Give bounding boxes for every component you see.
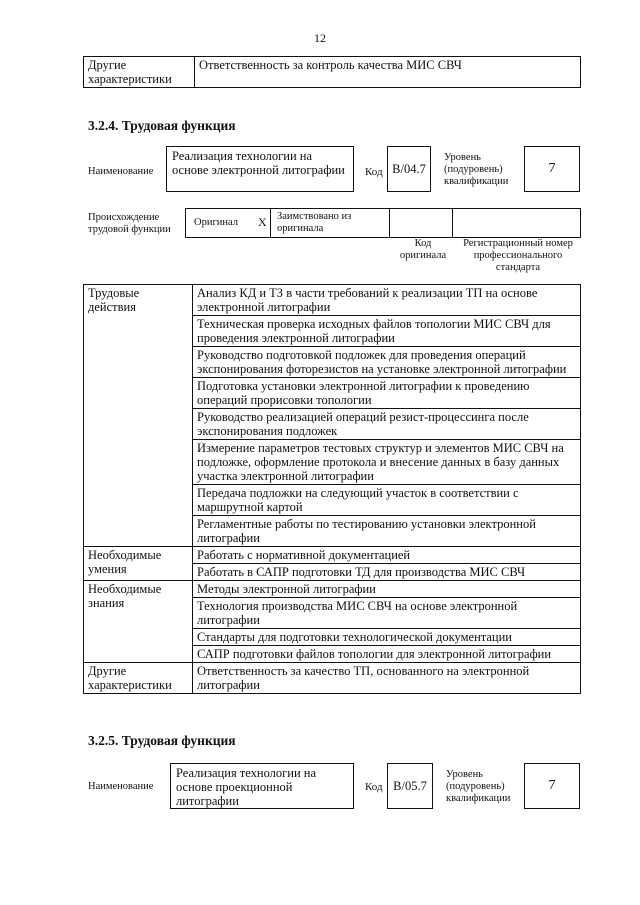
group-item: Методы электронной литографии bbox=[193, 581, 581, 598]
level-value-a: 7 bbox=[524, 146, 580, 192]
code-original-cell bbox=[389, 208, 453, 238]
level-value-b: 7 bbox=[524, 763, 580, 809]
table-row bbox=[84, 581, 581, 598]
reg-number-cell bbox=[452, 208, 581, 238]
group-item: Работать в САПР подготовки ТД для производства МИС СВЧ bbox=[193, 564, 581, 581]
top-row-label: Другие характеристики bbox=[84, 57, 195, 88]
code-value-a: В/04.7 bbox=[387, 146, 431, 192]
name-label-a: Наименование bbox=[88, 166, 154, 177]
labor-actions-table bbox=[83, 284, 581, 694]
group-label: Необходимые знания bbox=[84, 581, 193, 663]
table-row bbox=[84, 663, 581, 694]
group-label: Необходимые умения bbox=[84, 547, 193, 581]
group-item: Передача подложки на следующий участок в соответствии с маршрутной картой bbox=[193, 485, 581, 516]
page-number: 12 bbox=[314, 31, 326, 45]
group-label: Трудовые действия bbox=[84, 285, 193, 547]
code-label-b: Код bbox=[365, 781, 383, 793]
level-label-b: Уровень (подуровень) квалификации bbox=[446, 769, 511, 804]
original-mark: X bbox=[258, 215, 267, 229]
group-item: Технология производства МИС СВЧ на основе электронной литографии bbox=[193, 598, 581, 629]
origin-label: Происхождение трудовой функции bbox=[88, 212, 171, 235]
group-item: Стандарты для подготовки технологической документации bbox=[193, 629, 581, 646]
code-value-b: В/05.7 bbox=[387, 763, 433, 809]
section-heading-324: 3.2.4. Трудовая функция bbox=[88, 118, 236, 133]
group-item: Руководство реализацией операций резист-процессинга после экспонирования подложек bbox=[193, 409, 581, 440]
group-item: Техническая проверка исходных файлов топологии МИС СВЧ для проведения электронной литографии bbox=[193, 316, 581, 347]
group-label: Другие характеристики bbox=[84, 663, 193, 694]
group-item: Руководство подготовкой подложек для проведения операций экспонирования фоторезистов на установке электронной литографии bbox=[193, 347, 581, 378]
top-row-value: Ответственность за контроль качества МИС СВЧ bbox=[195, 57, 581, 88]
level-label-a: Уровень (подуровень) квалификации bbox=[444, 152, 509, 187]
group-item: Подготовка установки электронной литографии к проведению операций прорисовки топологии bbox=[193, 378, 581, 409]
name-value-b: Реализация технологии на основе проекционной литографии bbox=[170, 763, 354, 809]
table-row bbox=[84, 547, 581, 564]
reg-number-label: Регистрационный номер профессионального стандарта bbox=[463, 238, 573, 273]
borrowed-cell bbox=[270, 208, 390, 238]
borrowed-label: Заимствовано из оригинала bbox=[277, 211, 352, 234]
group-item: Измерение параметров тестовых структур и элементов МИС СВЧ на подложке, оформление протокола и внесение данных в базу данных участка электронной литографии bbox=[193, 440, 581, 485]
table-row bbox=[84, 285, 581, 316]
group-item: Анализ КД и ТЗ в части требований к реализации ТП на основе электронной литографии bbox=[193, 285, 581, 316]
group-item: САПР подготовки файлов топологии для электронной литографии bbox=[193, 646, 581, 663]
group-item: Ответственность за качество ТП, основанного на электронной литографии bbox=[193, 663, 581, 694]
section-heading-325: 3.2.5. Трудовая функция bbox=[88, 733, 236, 748]
group-item: Работать с нормативной документацией bbox=[193, 547, 581, 564]
name-value-a: Реализация технологии на основе электронной литографии bbox=[166, 146, 354, 192]
group-item: Регламентные работы по тестированию установки электронной литографии bbox=[193, 516, 581, 547]
original-cell bbox=[185, 208, 271, 238]
original-label: Оригинал bbox=[194, 217, 238, 228]
code-label-a: Код bbox=[365, 166, 383, 178]
code-original-label: Код оригинала bbox=[399, 238, 447, 261]
name-label-b: Наименование bbox=[88, 781, 154, 792]
top-characteristics-table bbox=[83, 56, 581, 88]
